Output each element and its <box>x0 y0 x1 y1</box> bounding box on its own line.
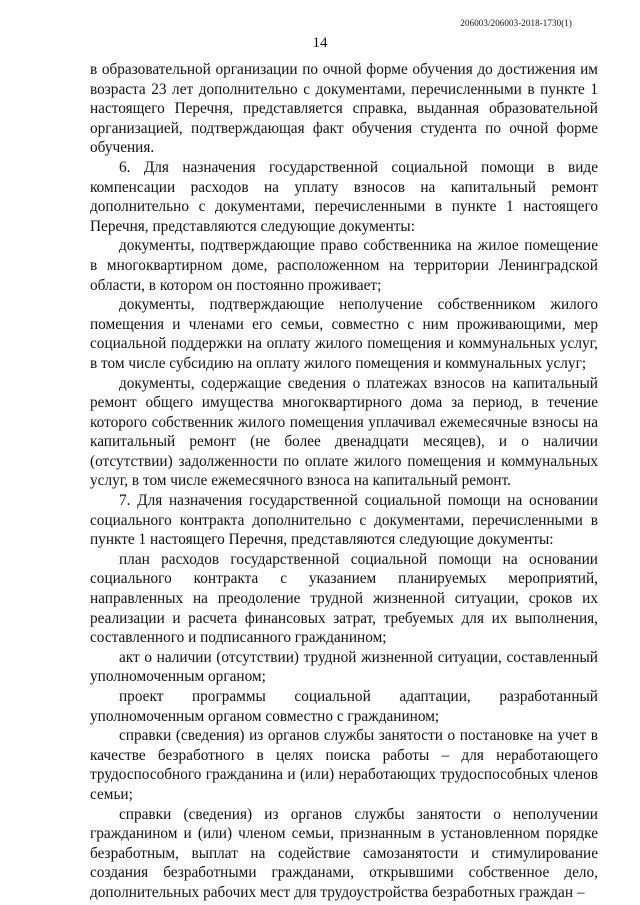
paragraph: документы, подтверждающие неполучение собственником жилого помещения и членами его семьи, совместно с ним проживающими, мер социальной поддержки на оплату жилого помещения и коммунальных услуг, в том числе субсидию на оплату жилого помещения и коммунальных услуг; <box>90 296 598 372</box>
paragraph: план расходов государственной социальной помощи на основании социального контракта с указанием планируемых мероприятий, направленных на преодоление трудной жизненной ситуации, сроков их реализации и расчета финансовых затрат, требуемых для их выполнения, составленного и подписанного гражданином; <box>90 550 598 647</box>
paragraph: справки (сведения) из органов службы занятости о неполучении гражданином и (или) членом семьи, признанным в установленном порядке безработным, выплат на содействие самозанятости и стимулирование создания безработными гражданами, открывшими собственное дело, дополнительных рабочих мест для трудоустройства безработных граждан – <box>90 805 598 901</box>
paragraph-item-7: 7. Для назначения государственной социальной помощи на основании социального контракта дополнительно с документами, перечисленными в пункте 1 настоящего Перечня, представляются следующие документы: <box>90 492 598 549</box>
paragraph: документы, содержащие сведения о платежах взносов на капитальный ремонт общего имущества многоквартирного дома за период, в течение которого собственник жилого помещения уплачивал ежемесячные взносы на капитальный ремонт (не более двенадцати месяцев), и о наличии (отсутствии) задолженности по оплате жилого помещения и коммунальных услуг, в том числе ежемесячного взноса на капитальный ремонт. <box>90 374 598 490</box>
paragraph-item-6: 6. Для назначения государственной социальной помощи в виде компенсации расходов на уплату взносов на капитальный ремонт дополнительно с документами, перечисленными в пункте 1 настоящего Перечня, представляются следующие документы: <box>90 158 598 235</box>
paragraph: справки (сведения) из органов службы занятости о постановке на учет в качестве безработного в целях поиска работы – для неработающего трудоспособного гражданина и (или) неработающих трудоспособных членов семьи; <box>90 727 598 803</box>
paragraph: документы, подтверждающие право собственника на жилое помещение в многоквартирном доме, расположенном на территории Ленинградской области, в котором он постоянно проживает; <box>90 237 598 294</box>
paragraph: проект программы социальной адаптации, разработанный уполномоченным органом совместно с гражданином; <box>90 688 598 725</box>
page-number: 14 <box>312 35 328 51</box>
document-body <box>90 60 598 903</box>
paragraph: акт о наличии (отсутствии) трудной жизненной ситуации, составленный уполномоченным органом; <box>90 648 598 686</box>
document-reference: 206003/206003-2018-1730(1) <box>460 18 572 28</box>
paragraph: в образовательной организации по очной форме обучения до достижения им возраста 23 лет дополнительно с документами, перечисленными в пункте 1 настоящего Перечня, представляется справка, выданная образовательной организацией, подтверждающая факт обучения студента по очной форме обучения. <box>90 61 598 157</box>
